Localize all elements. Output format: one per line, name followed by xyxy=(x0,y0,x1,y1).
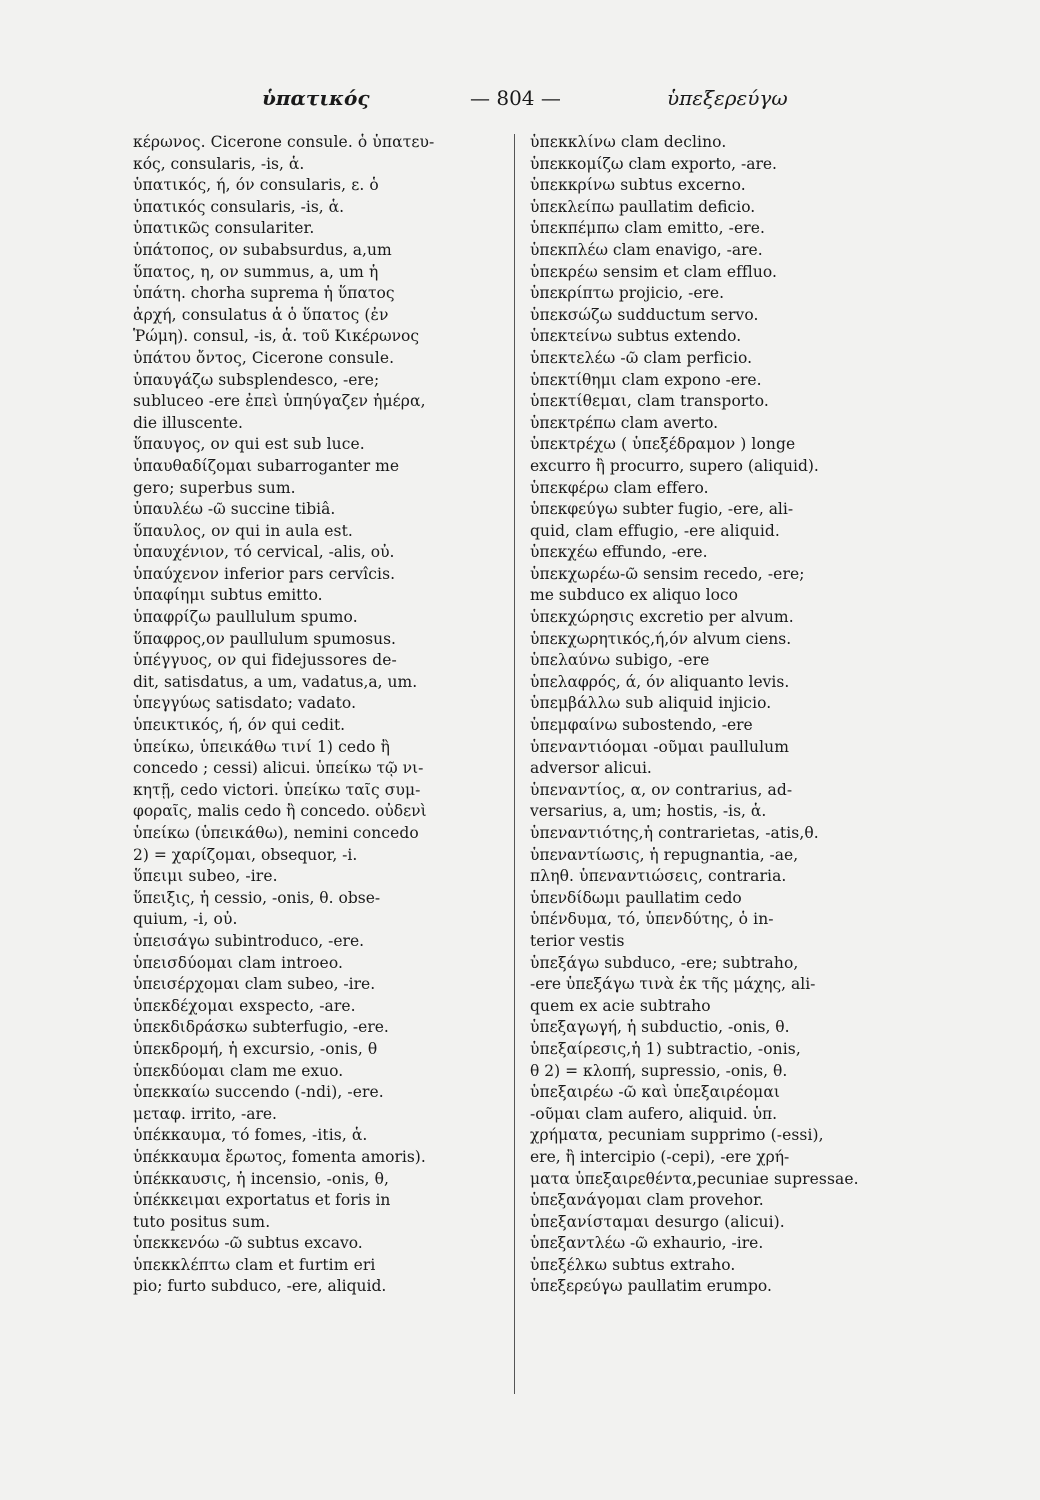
dictionary-line: ὑπεξαιρέω -ῶ καὶ ὑπεξαιρέομαι xyxy=(530,1083,781,1102)
dictionary-line: ὑπένδυμα, τό, ὑπενδύτης, ὁ in- xyxy=(530,910,774,929)
dictionary-line: Ῥώμη). consul, -is, ἁ. τοῦ Κικέρωνος xyxy=(133,327,420,346)
dictionary-line: ὕπειμι subeo, -ire. xyxy=(133,867,278,886)
dictionary-line: quid, clam effugio, -ere aliquid. xyxy=(530,521,780,540)
dictionary-line: ὑπεκτελέω -ῶ clam perficio. xyxy=(530,348,753,367)
dictionary-line: ὑπατικός consularis, -is, ἁ. xyxy=(133,197,345,216)
dictionary-line: ὑπεξαγωγή, ἡ subductio, -onis, θ. xyxy=(530,1018,790,1037)
dictionary-line: ὑπείκω (ὑπεικάθω), nemini concedo xyxy=(133,824,419,842)
dictionary-line: die illuscente. xyxy=(133,413,243,432)
page-number: — 804 — xyxy=(470,86,561,110)
dictionary-line: ὑπεναντίωσις, ἡ repugnantia, -ae, xyxy=(530,845,799,864)
dictionary-line: pio; furto subduco, -ere, aliquid. xyxy=(133,1277,387,1296)
dictionary-line: ὕπειξις, ἡ cessio, -onis, θ. obse- xyxy=(133,888,381,907)
dictionary-line: ὕπαφρος,ον paullulum spumosus. xyxy=(133,629,396,648)
dictionary-line: -οῦμαι clam aufero, aliquid. ὑπ. xyxy=(530,1104,778,1123)
dictionary-line: adversor alicui. xyxy=(530,759,652,778)
dictionary-line: quem ex acie subtraho xyxy=(530,996,711,1015)
dictionary-line: ὑπεκκλέπτω clam et furtim eri xyxy=(133,1255,376,1274)
dictionary-line: ὑπεμφαίνω subostendo, -ere xyxy=(530,716,753,735)
dictionary-line: ὑπέκκαυμα ἔρωτος, fomenta amoris). xyxy=(133,1147,426,1166)
dictionary-line: ὑπατικός, ή, όν consularis, ε. ὁ xyxy=(133,176,379,195)
dictionary-line: ματα ὑπεξαιρεθέντα,pecuniae supressae. xyxy=(530,1169,859,1188)
dictionary-line: ὑπαυλέω -ῶ succine tibiâ. xyxy=(133,500,336,519)
dictionary-line: concedo ; cessi) alicui. ὑπείκω τῷ νι- xyxy=(133,759,424,778)
dictionary-line: 2) = χαρίζομαι, obsequor, -i. xyxy=(133,845,358,864)
dictionary-line: ὑπελαφρός, ά, όν aliquanto levis. xyxy=(530,672,790,691)
dictionary-line: ὑπενδίδωμι paullatim cedo xyxy=(530,888,742,907)
dictionary-line: ὑπεκδιδράσκω subterfugio, -ere. xyxy=(133,1018,389,1037)
dictionary-line: μεταφ. irrito, -are. xyxy=(133,1104,277,1123)
dictionary-line: ὑπεγγύως satisdato; vadato. xyxy=(133,694,357,713)
dictionary-line: ὑπαφίημι subtus emitto. xyxy=(133,586,323,605)
dictionary-line: ὑπεκχέω effundo, -ere. xyxy=(530,543,708,562)
dictionary-line: ὑπεκπλέω clam enavigo, -are. xyxy=(530,240,763,259)
left-column xyxy=(133,132,513,1298)
dictionary-line: ὑπεξαντλέω -ῶ exhaurio, -ire. xyxy=(530,1234,764,1253)
dictionary-line: ὑπεκτείνω subtus extendo. xyxy=(530,327,742,346)
dictionary-line: ὑπεκδέχομαι exspecto, -are. xyxy=(133,996,356,1015)
dictionary-line: πληθ. ὑπεναντιώσεις, contraria. xyxy=(530,867,787,886)
dictionary-line: ὑπεναντίος, α, ον contrarius, ad- xyxy=(530,780,793,799)
dictionary-line: ὑπέγγυος, ον qui fidejussores de- xyxy=(133,651,397,670)
dictionary-line: ὕπαυλος, ον qui in aula est. xyxy=(133,521,353,540)
dictionary-line: ὑπεισδύομαι clam introeo. xyxy=(133,953,344,972)
dictionary-line: ὑπεξάγω subduco, -ere; subtraho, xyxy=(530,953,799,972)
dictionary-line: ὑπεκκομίζω clam exporto, -are. xyxy=(530,154,777,173)
right-column xyxy=(530,132,910,1298)
dictionary-line: ὑπεκφέρω clam effero. xyxy=(530,478,709,497)
dictionary-line: ἀρχή, consulatus ἁ ὁ ὕπατος (ἐν xyxy=(133,305,389,324)
dictionary-line: ὑπεκκενόω -ῶ subtus excavo. xyxy=(133,1234,363,1253)
dictionary-line: ὑπεκρέω sensim et clam effluo. xyxy=(530,262,778,281)
dictionary-line: quium, -i, οὐ. xyxy=(133,910,238,929)
dictionary-line: ὑπεισέρχομαι clam subeo, -ire. xyxy=(133,975,376,994)
dictionary-line: ὑπεκφεύγω subter fugio, -ere, ali- xyxy=(530,500,794,519)
dictionary-line: ὑπεισάγω subintroduco, -ere. xyxy=(133,931,365,950)
dictionary-line: κητῇ, cedo victori. ὑπείκω ταῖς συμ- xyxy=(133,780,421,799)
dictionary-line: ὑπάτη. chorha suprema ἡ ὕπατος xyxy=(133,284,395,303)
dictionary-line: tuto positus sum. xyxy=(133,1212,271,1231)
dictionary-line: terior vestis xyxy=(530,931,625,950)
dictionary-line: ὑπεκκλίνω clam declino. xyxy=(530,133,727,151)
dictionary-line: ὑπεξανάγομαι clam provehor. xyxy=(530,1191,764,1210)
dictionary-line: ὑπεξαίρεσις,ἡ 1) subtractio, -onis, xyxy=(530,1039,801,1058)
dictionary-line: ὑπεξέλκω subtus extraho. xyxy=(530,1255,736,1274)
dictionary-line: ὑπεκπέμπω clam emitto, -ere. xyxy=(530,219,766,238)
dictionary-line: ὑπεκρίπτω projicio, -ere. xyxy=(530,284,725,303)
dictionary-line: ὑπεκτίθημι clam expono -ere. xyxy=(530,370,762,389)
dictionary-line: ὑπαφρίζω paullulum spumo. xyxy=(133,608,358,627)
dictionary-line: ὑπεναντιότης,ἡ contrarietas, -atis,θ. xyxy=(530,824,819,842)
column-divider xyxy=(514,134,515,1394)
dictionary-line: ὑπεκχωρητικός,ή,όν alvum ciens. xyxy=(530,629,792,648)
dictionary-line: ὑπέκκειμαι exportatus et foris in xyxy=(133,1191,391,1210)
dictionary-line: ὑπεκτίθεμαι, clam transporto. xyxy=(530,392,769,411)
dictionary-line: ὑπεκχώρησις excretio per alvum. xyxy=(530,608,794,627)
dictionary-line: ὑπεκκρίνω subtus excerno. xyxy=(530,176,746,195)
dictionary-line: ὑπεξανίσταμαι desurgo (alicui). xyxy=(530,1212,785,1231)
page-header xyxy=(0,78,1040,118)
dictionary-line: ὑπεμβάλλω sub aliquid injicio. xyxy=(530,694,772,713)
dictionary-line: ὑπατικῶς consulariter. xyxy=(133,219,315,238)
dictionary-line: ὑπεκλείπω paullatim deficio. xyxy=(530,197,756,216)
dictionary-line: χρήματα, pecuniam supprimo (-essi), xyxy=(530,1126,824,1145)
dictionary-line: excurro ἢ procurro, supero (aliquid). xyxy=(530,456,819,475)
dictionary-line: ὑπάτου ὄντος, Cicerone consule. xyxy=(133,348,395,367)
dictionary-line: ὕπατος, η, ον summus, a, um ἡ xyxy=(133,262,379,281)
dictionary-line: versarius, a, um; hostis, -is, ἁ. xyxy=(530,802,767,821)
dictionary-line: ὑπεκτρέχω ( ὑπεξέδραμον ) longe xyxy=(530,435,796,454)
dictionary-line: ὑπάτοπος, ον subabsurdus, a,um xyxy=(133,240,392,259)
dictionary-line: ὑπεκδρομή, ἡ excursio, -onis, θ xyxy=(133,1039,378,1058)
dictionary-line: ὑπεκτρέπω clam averto. xyxy=(530,413,719,432)
dictionary-line: κέρωνος. Cicerone consule. ὁ ὑπατευ- xyxy=(133,133,435,151)
dictionary-line: ὑπεκσώζω sudductum servo. xyxy=(530,305,759,324)
dictionary-line: ὑπαύχενον inferior pars cervîcis. xyxy=(133,564,396,583)
dictionary-line: ὕπαυγος, ον qui est sub luce. xyxy=(133,435,365,454)
dictionary-line: ὑπέκκαυσις, ἡ incensio, -onis, θ, xyxy=(133,1169,390,1188)
dictionary-line: ὑπεικτικός, ή, όν qui cedit. xyxy=(133,716,346,735)
dictionary-line: dit, satisdatus, a um, vadatus,a, um. xyxy=(133,672,418,691)
dictionary-line: ὑπελαύνω subigo, -ere xyxy=(530,651,710,670)
dictionary-line: ὑπεναντιόομαι -οῦμαι paullulum xyxy=(530,737,790,756)
dictionary-line: -ere ὑπεξάγω τινὰ ἐκ τῆς μάχης, ali- xyxy=(530,975,816,994)
dictionary-line: ere, ἢ intercipio (-cepi), -ere χρή- xyxy=(530,1147,790,1166)
dictionary-line: ὑπαυγάζω subsplendesco, -ere; xyxy=(133,370,380,389)
dictionary-line: φοραῖς, malis cedo ἢ concedo. οὐδενὶ xyxy=(133,802,427,821)
dictionary-line: ὑπεκδύομαι clam me exuo. xyxy=(133,1061,344,1080)
dictionary-line: ὑπεξερεύγω paullatim erumpo. xyxy=(530,1277,772,1296)
dictionary-line: ὑπαυθαδίζομαι subarroganter me xyxy=(133,456,399,475)
right-running-headword: ὑπεξερεύγω xyxy=(667,86,788,110)
dictionary-line: κός, consularis, -is, ἁ. xyxy=(133,154,305,173)
dictionary-line: gero; superbus sum. xyxy=(133,478,296,497)
dictionary-line: ὑπέκκαυμα, τό fomes, -itis, ἁ. xyxy=(133,1126,368,1145)
dictionary-line: me subduco ex aliquo loco xyxy=(530,586,738,605)
dictionary-line: ὑπεκχωρέω-ῶ sensim recedo, -ere; xyxy=(530,564,805,583)
dictionary-line: ὑπείκω, ὑπεικάθω τινί 1) cedo ἢ xyxy=(133,737,391,756)
dictionary-line: subluceo -ere ἐπεὶ ὑπηύγαζεν ἡμέρα, xyxy=(133,392,426,411)
dictionary-line: ὑπαυχένιον, τό cervical, -alis, οὐ. xyxy=(133,543,395,562)
dictionary-line: ὑπεκκαίω succendo (-ndi), -ere. xyxy=(133,1083,384,1102)
dictionary-line: θ 2) = κλοπή, supressio, -onis, θ. xyxy=(530,1061,788,1080)
left-running-headword: ὑπατικός xyxy=(262,86,370,110)
